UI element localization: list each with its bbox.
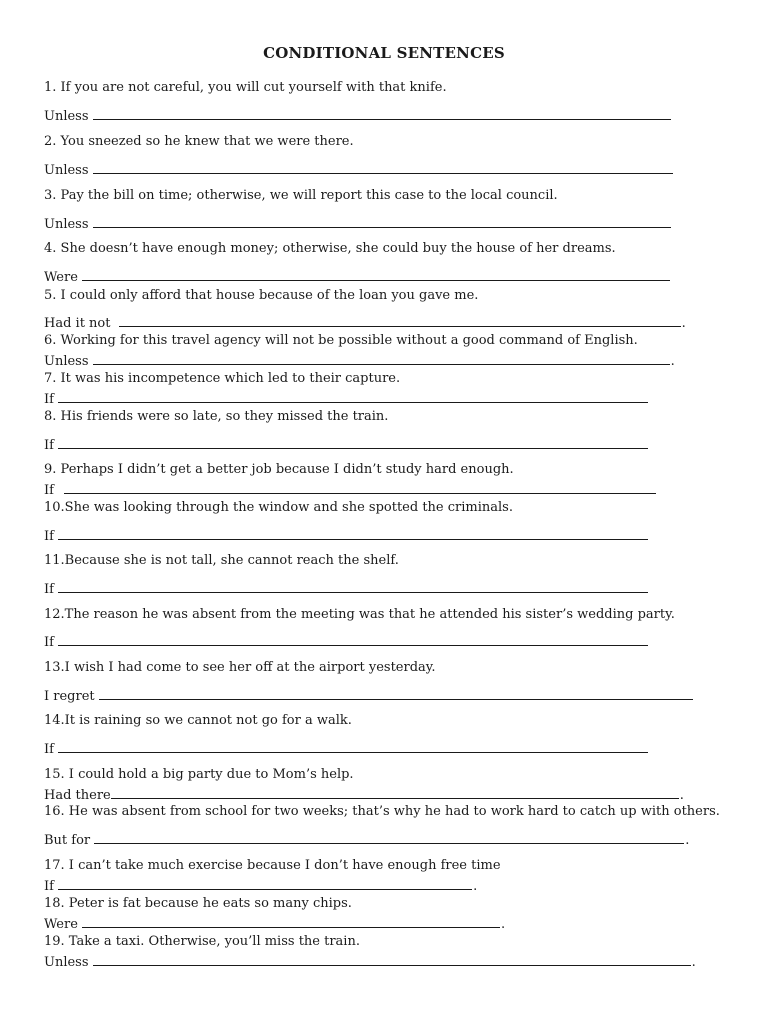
question-6: 6. Working for this travel agency will not be possible without a good command of English. [44, 333, 638, 348]
answer-row-3 [44, 215, 672, 233]
answer-prompt-12: If [44, 635, 54, 650]
worksheet-title: CONDITIONAL SENTENCES [263, 44, 505, 62]
answer-row-18 [44, 915, 505, 933]
answer-row-15 [44, 786, 684, 804]
question-14: 14.It is raining so we cannot not go for a walk. [44, 713, 352, 728]
answer-blank-8[interactable] [58, 436, 648, 449]
answer-suffix-17: . [473, 879, 478, 894]
answer-prompt-9: If [44, 483, 54, 498]
answer-blank-10[interactable] [58, 527, 648, 540]
answer-row-1 [44, 107, 672, 125]
answer-row-10 [44, 527, 649, 545]
answer-row-17 [44, 877, 477, 895]
answer-blank-13[interactable] [99, 687, 693, 700]
answer-row-2 [44, 161, 674, 179]
question-17: 17. I can’t take much exercise because I don’t have enough free time [44, 858, 501, 873]
answer-prompt-5: Had it not [44, 316, 111, 331]
answer-blank-14[interactable] [58, 740, 648, 753]
answer-blank-16[interactable] [94, 831, 684, 844]
question-11: 11.Because she is not tall, she cannot reach the shelf. [44, 553, 399, 568]
question-13: 13.I wish I had come to see her off at the airport yesterday. [44, 660, 436, 675]
answer-prompt-11: If [44, 582, 54, 597]
answer-row-11 [44, 580, 649, 598]
answer-prompt-15: Had there [44, 788, 111, 803]
question-12: 12.The reason he was absent from the meeting was that he attended his sister’s wedding party. [44, 607, 675, 622]
answer-prompt-19: Unless [44, 955, 89, 970]
question-18: 18. Peter is fat because he eats so many chips. [44, 896, 352, 911]
question-4: 4. She doesn’t have enough money; otherwise, she could buy the house of her dreams. [44, 241, 616, 256]
answer-row-5 [44, 314, 686, 332]
answer-blank-2[interactable] [93, 161, 673, 174]
answer-row-19 [44, 953, 696, 971]
answer-blank-4[interactable] [82, 268, 670, 281]
answer-blank-19[interactable] [93, 953, 691, 966]
answer-prompt-16: But for [44, 833, 91, 848]
answer-row-6 [44, 352, 675, 370]
answer-suffix-15: . [679, 788, 684, 803]
question-5: 5. I could only afford that house because of the loan you gave me. [44, 288, 479, 303]
answer-prompt-2: Unless [44, 163, 89, 178]
question-15: 15. I could hold a big party due to Mom’s help. [44, 767, 354, 782]
answer-suffix-5: . [681, 316, 686, 331]
question-3: 3. Pay the bill on time; otherwise, we will report this case to the local council. [44, 188, 558, 203]
answer-prompt-3: Unless [44, 217, 89, 232]
answer-prompt-1: Unless [44, 109, 89, 124]
question-16: 16. He was absent from school for two weeks; that’s why he had to work hard to catch up with others. [44, 804, 720, 819]
answer-prompt-10: If [44, 529, 54, 544]
answer-blank-6[interactable] [93, 352, 670, 365]
question-8: 8. His friends were so late, so they missed the train. [44, 409, 389, 424]
answer-prompt-18: Were [44, 917, 78, 932]
answer-suffix-6: . [670, 354, 675, 369]
answer-prompt-8: If [44, 438, 54, 453]
answer-prompt-6: Unless [44, 354, 89, 369]
question-10: 10.She was looking through the window and she spotted the criminals. [44, 500, 513, 515]
question-2: 2. You sneezed so he knew that we were there. [44, 134, 354, 149]
answer-prompt-7: If [44, 392, 54, 407]
answer-blank-7[interactable] [58, 390, 648, 403]
answer-row-4 [44, 268, 671, 286]
question-7: 7. It was his incompetence which led to their capture. [44, 371, 401, 386]
answer-blank-12[interactable] [58, 633, 648, 646]
answer-row-12 [44, 633, 649, 651]
answer-prompt-14: If [44, 742, 54, 757]
answer-blank-18[interactable] [82, 915, 500, 928]
answer-prompt-4: Were [44, 270, 78, 285]
answer-row-9 [44, 481, 657, 499]
answer-blank-5[interactable] [119, 314, 681, 327]
answer-row-14 [44, 740, 649, 758]
answer-blank-1[interactable] [93, 107, 671, 120]
answer-blank-9[interactable] [64, 481, 656, 494]
answer-prompt-13: I regret [44, 689, 95, 704]
answer-row-13 [44, 687, 694, 705]
answer-blank-17[interactable] [58, 877, 472, 890]
answer-prompt-17: If [44, 879, 54, 894]
answer-row-8 [44, 436, 649, 454]
answer-suffix-18: . [501, 917, 506, 932]
answer-row-7 [44, 390, 649, 408]
answer-blank-3[interactable] [93, 215, 671, 228]
answer-suffix-16: . [685, 833, 690, 848]
answer-blank-11[interactable] [58, 580, 648, 593]
question-9: 9. Perhaps I didn’t get a better job because I didn’t study hard enough. [44, 462, 514, 477]
answer-row-16 [44, 831, 689, 849]
answer-suffix-19: . [691, 955, 696, 970]
question-1: 1. If you are not careful, you will cut yourself with that knife. [44, 80, 447, 95]
answer-blank-15[interactable] [111, 786, 679, 799]
question-19: 19. Take a taxi. Otherwise, you’ll miss the train. [44, 934, 360, 949]
